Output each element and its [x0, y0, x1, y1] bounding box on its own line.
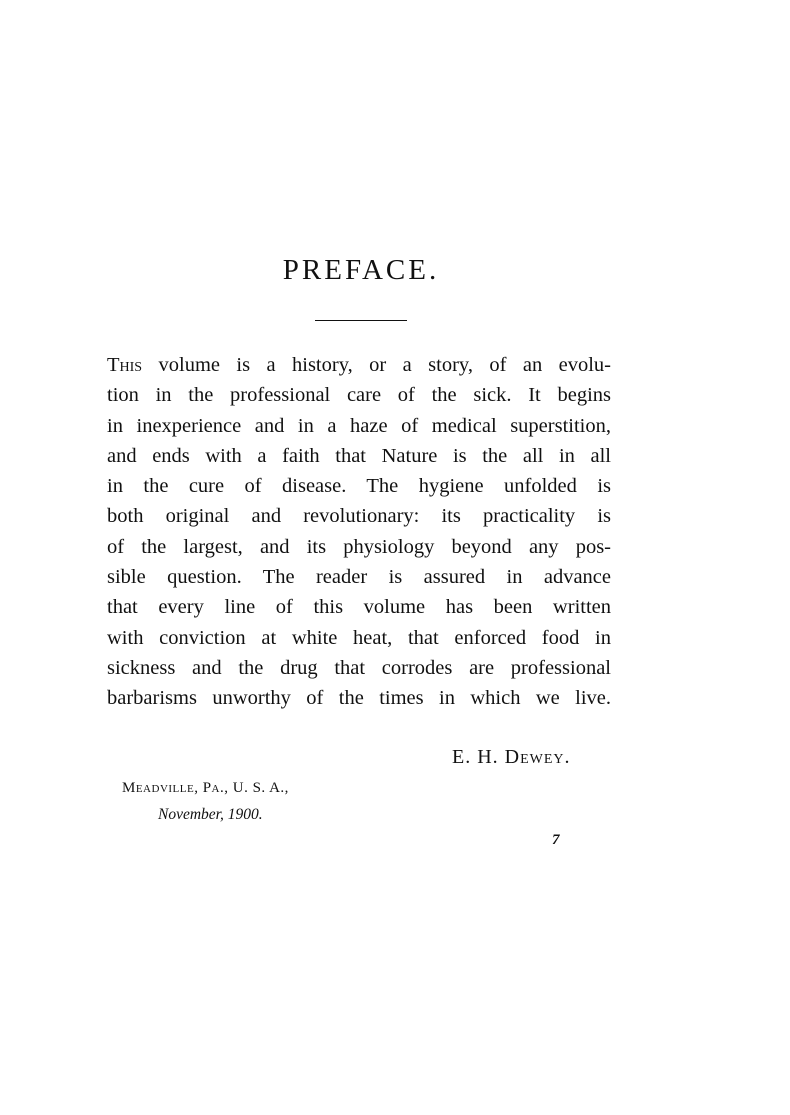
- body-line-12: barbarisms unworthy of the times in which we live.: [107, 687, 611, 710]
- title-rule: [315, 320, 407, 321]
- page-title: PREFACE.: [282, 254, 440, 286]
- body-line-9: that every line of this volume has been written: [107, 596, 611, 619]
- author-signature: E. H. Dewey.: [452, 746, 571, 768]
- body-line-10: with conviction at white heat, that enforced food in: [107, 626, 611, 649]
- body-line-3: in inexperience and in a haze of medical superstition,: [107, 414, 611, 437]
- body-line-8: sible question. The reader is assured in advance: [107, 566, 611, 589]
- first-word: This: [107, 354, 143, 376]
- body-line-2: tion in the professional care of the sick. It begins: [107, 384, 611, 407]
- body-line-7: of the largest, and its physiology beyond any pos-: [107, 535, 611, 558]
- preface-body: [107, 350, 611, 714]
- date-line: November, 1900.: [158, 806, 263, 823]
- body-line-1: This volume is a history, or a story, of an evolu-: [107, 354, 611, 376]
- page-number: 7: [552, 832, 560, 848]
- place-line: Meadville, Pa., U. S. A.,: [122, 780, 289, 796]
- body-line-6: both original and revolutionary: its practicality is: [107, 505, 611, 528]
- body-line-5: in the cure of disease. The hygiene unfolded is: [107, 475, 611, 498]
- body-line-11: sickness and the drug that corrodes are professional: [107, 656, 611, 679]
- body-line-4: and ends with a faith that Nature is the all in all: [107, 444, 611, 467]
